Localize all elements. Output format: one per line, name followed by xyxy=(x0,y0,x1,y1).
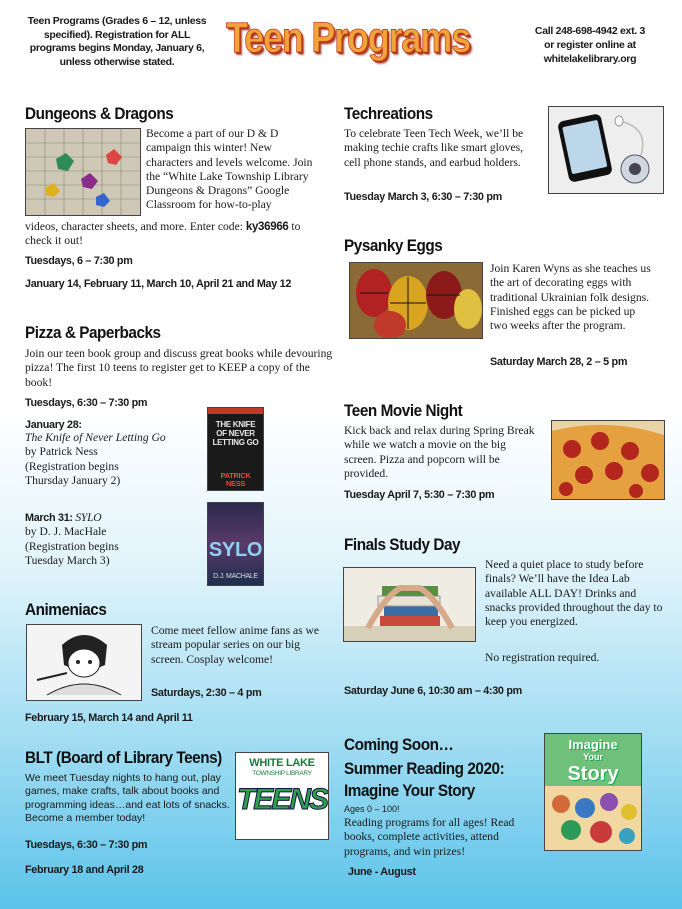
anime-heading: Animeniacs xyxy=(25,600,107,619)
movie-description: Kick back and relax during Spring Break while we watch a movie on the big screen. Pizza and popcorn will be provided. xyxy=(344,424,535,480)
summer-when: June - August xyxy=(348,866,416,878)
dnd-time: Tuesdays, 6 – 7:30 pm xyxy=(25,255,133,267)
finals-description: Need a quiet place to study before finals? We’ll have the Idea Lab available ALL DAY! Drinks and snacks provided throughout the day to keep you energized. xyxy=(485,558,663,629)
pizza-description: Join our teen book group and discuss great books while devouring pizza! The first 10 teens to register get to KEEP a copy of the book! xyxy=(25,347,333,389)
movie-heading: Teen Movie Night xyxy=(344,401,463,420)
book1-date: January 28: xyxy=(25,419,82,431)
blt-logo xyxy=(235,752,329,840)
book1-info xyxy=(25,419,200,488)
book1-registration: (Registration begins Thursday January 2) xyxy=(25,459,121,487)
poster-line2: Your xyxy=(583,752,603,762)
summer-heading-2: Imagine Your Story xyxy=(344,781,475,800)
poster-line3: Story xyxy=(567,763,619,785)
pizza-icon xyxy=(552,421,664,499)
dice-icon xyxy=(26,129,140,215)
tech-description: To celebrate Teen Tech Week, we’ll be making techie crafts like smart gloves, cell phone stands, and earbud holders. xyxy=(344,127,524,169)
blt-dates: February 18 and April 28 xyxy=(25,864,144,876)
blt-logo-line1: WHITE LAKE xyxy=(249,757,315,769)
book2-title: SYLO xyxy=(75,511,102,524)
anime-character-icon xyxy=(27,625,141,700)
summer-ages: Ages 0 – 100! xyxy=(344,804,400,814)
phone-earbuds-icon xyxy=(549,107,663,193)
contact-website[interactable]: whitelakelibrary.org xyxy=(543,53,637,65)
coming-soon-heading: Coming Soon… xyxy=(344,735,454,754)
book1-cover-title: THE KNIFE OF NEVER LETTING GO xyxy=(212,420,259,447)
dnd-heading: Dungeons & Dragons xyxy=(25,104,174,123)
book2-cover-author: D.J. MACHALE xyxy=(213,573,258,580)
book2-registration: (Registration begins Tuesday March 3) xyxy=(25,539,119,567)
finals-photo xyxy=(343,567,476,642)
dnd-description-2 xyxy=(25,220,325,249)
anime-description: Come meet fellow anime fans as we stream popular series on our big screen. Cosplay welcome! xyxy=(151,624,320,666)
blt-heading: BLT (Board of Library Teens) xyxy=(25,748,222,767)
summer-description: Reading programs for all ages! Read books, complete activities, attend programs, and win prizes! xyxy=(344,816,515,858)
book2-cover xyxy=(207,502,264,586)
finals-time: Saturday June 6, 10:30 am – 4:30 pm xyxy=(344,685,522,697)
eggs-description: Join Karen Wyns as she teaches us the art of decorating eggs with traditional Ukrainian folk designs. Finished eggs can be picked up two weeks after the program. xyxy=(490,262,651,333)
dnd-desc-text: videos, character sheets, and more. Enter code: xyxy=(25,220,243,233)
pizza-heading: Pizza & Paperbacks xyxy=(25,323,161,342)
header-note: Teen Programs (Grades 6 – 12, unless specified). Registration for ALL programs begins Monday, January 6, unless otherwise stated. xyxy=(27,15,207,68)
tech-time: Tuesday March 3, 6:30 – 7:30 pm xyxy=(344,191,502,203)
contact-info xyxy=(510,24,670,66)
finals-heading: Finals Study Day xyxy=(344,535,461,554)
anime-dates: February 15, March 14 and April 11 xyxy=(25,712,193,724)
eggs-icon xyxy=(350,263,482,338)
dnd-photo xyxy=(25,128,141,216)
books-stack-icon xyxy=(344,568,475,641)
blt-logo-word: TEENS xyxy=(236,783,328,816)
finals-note: No registration required. xyxy=(485,651,600,664)
book1-author: by Patrick Ness xyxy=(25,445,98,459)
book1-cover xyxy=(207,407,264,491)
book1-cover-author: PATRICK NESS xyxy=(220,471,251,488)
contact-phone: Call 248-698-4942 ext. 3 xyxy=(534,25,646,37)
dnd-desc-end: to check it out! xyxy=(25,220,301,248)
anime-time: Saturdays, 2:30 – 4 pm xyxy=(151,687,262,699)
book2-date: March 31: xyxy=(25,512,73,524)
page-title: Teen Programs xyxy=(226,14,470,62)
pizza-photo xyxy=(551,420,665,500)
blt-description: We meet Tuesday nights to hang out, play games, make crafts, talk about books and programming ideas…and eat lots of snacks. Become a member today! xyxy=(25,772,230,824)
tech-heading: Techreations xyxy=(344,104,433,123)
summer-heading-1: Summer Reading 2020: xyxy=(344,759,505,778)
eggs-heading: Pysanky Eggs xyxy=(344,236,443,255)
dnd-dates: January 14, February 11, March 10, April 21 and May 12 xyxy=(25,278,292,290)
blt-logo-line2: TOWNSHIP LIBRARY xyxy=(252,770,312,777)
book1-title: The Knife of Never Letting Go xyxy=(25,431,166,444)
book2-author: by D. J. MacHale xyxy=(25,525,107,539)
summer-poster xyxy=(544,733,642,851)
book2-info xyxy=(25,511,200,568)
eggs-photo xyxy=(349,262,483,339)
characters-icon xyxy=(545,786,641,850)
book2-cover-title: SYLO xyxy=(208,539,263,561)
pizza-time: Tuesdays, 6:30 – 7:30 pm xyxy=(25,397,148,409)
movie-time: Tuesday April 7, 5:30 – 7:30 pm xyxy=(344,489,495,501)
contact-register: or register online at xyxy=(544,39,636,51)
tech-photo xyxy=(548,106,664,194)
eggs-time: Saturday March 28, 2 – 5 pm xyxy=(490,356,628,368)
poster-line1: Imagine xyxy=(568,737,618,752)
dnd-description: Become a part of our D & D campaign this winter! New characters and levels welcome. Join the “White Lake Township Library Dungeons & Dragons” Google Classroom for how-to-play xyxy=(146,127,313,212)
blt-time: Tuesdays, 6:30 – 7:30 pm xyxy=(25,839,148,851)
anime-illustration xyxy=(26,624,142,701)
dnd-code: ky36966 xyxy=(245,221,289,233)
